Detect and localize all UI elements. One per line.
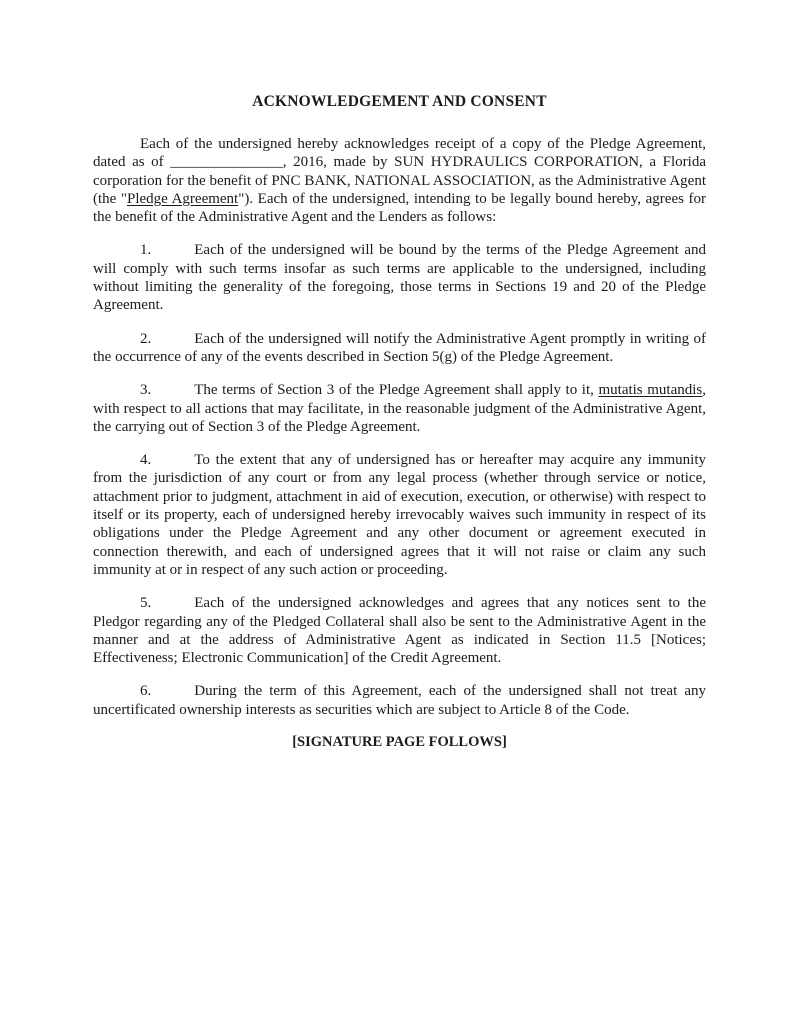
numbered-paragraph [93, 381, 706, 436]
paragraph-number: 2. [140, 330, 152, 347]
text-run: During the term of this Agreement, each of the undersigned shall not treat any uncertificated ownership interests as securities which are subject to Article 8 of the Code. [93, 683, 706, 718]
paragraph-number: 3. [140, 382, 152, 399]
text-run: "). Each of the undersigned, intending to be legally bound hereby, agrees for the benefit of the Administrative Agent and the Lenders as follows: [93, 190, 706, 226]
text-run: The terms of Section 3 of the Pledge Agreement shall apply to it, [194, 382, 599, 399]
text-run: Each of the undersigned acknowledges and agrees that any notices sent to the Pledgor regarding any of the Pledged Collateral shall also be sent to the Administrative Agent in the manner and at the address of Administrative Agent as indicated in Section 11.5 [Notices; Effectiveness; Electronic Communication] of the Credit Agreement. [93, 595, 706, 667]
paragraph-number: 1. [140, 242, 152, 259]
paragraph-number: 4. [140, 452, 152, 469]
numbered-paragraph [93, 451, 706, 579]
text-run: , with respect to all actions that may facilitate, in the reasonable judgment of the Administrative Agent, the carrying out of Section 3 of the Pledge Agreement. [93, 382, 706, 435]
numbered-paragraph [93, 594, 706, 667]
text-run: Each of the undersigned hereby acknowledges receipt of a copy of the Pledge Agreement, dated as of _______________, 2016, made by SUN HYDRAULICS CORPORATION, a Florida corporation for the benefit of PNC BANK, NATIONAL ASSOCIATION, as the Administrative Agent (the " [93, 136, 706, 207]
paragraph-number: 5. [140, 595, 152, 612]
numbered-paragraph [93, 682, 706, 719]
text-run: Each of the undersigned will notify the Administrative Agent promptly in writing of the occurrence of any of the events described in Section 5(g) of the Pledge Agreement. [93, 330, 706, 365]
document-body [93, 135, 706, 719]
text-run: To the extent that any of undersigned has or hereafter may acquire any immunity from the jurisdiction of any court or from any legal process (whether through service or notice, attachment prior to judgment, attachment in aid of execution, execution, or otherwise) with respect to itself or its property, each of undersigned hereby irrevocably waives such immunity in respect of its obligations under the Pledge Agreement and any other document or agreement executed in connection therewith, and each of undersigned agrees that it will not raise or claim any such immunity at or in respect of any such action or proceeding. [93, 452, 706, 578]
underlined-text-run: mutatis mutandis [598, 382, 703, 399]
text-run: Each of the undersigned will be bound by the terms of the Pledge Agreement and will comply with such terms insofar as such terms are applicable to the undersigned, including without limiting the generality of the foregoing, those terms in Sections 19 and 20 of the Pledge Agreement. [93, 242, 706, 314]
paragraph-number: 6. [140, 683, 152, 700]
underlined-text-run: Pledge Agreement [127, 190, 239, 207]
numbered-paragraph [93, 241, 706, 314]
signature-page-notice: [SIGNATURE PAGE FOLLOWS] [292, 734, 507, 751]
numbered-paragraph [93, 330, 706, 367]
intro-paragraph [93, 135, 706, 226]
document-title: ACKNOWLEDGEMENT AND CONSENT [252, 93, 547, 110]
